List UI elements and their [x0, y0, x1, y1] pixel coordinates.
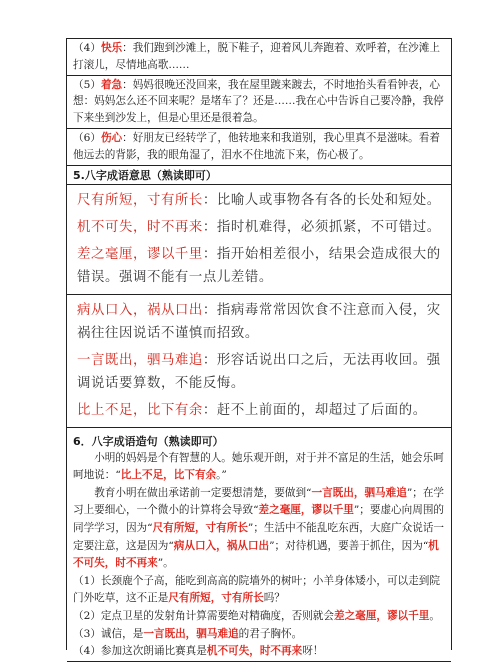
idiom-meaning: ：指病毒常常因饮食不注意而入侵，灾祸往往因说话不谨慎而招致。 — [77, 302, 441, 341]
idiom-meaning: ：比喻人或事物各有各的长处和短处。 — [202, 192, 441, 208]
keyword: 快乐 — [100, 42, 123, 54]
idiom-entry — [77, 189, 441, 212]
idiom: 尺有所短，寸有所长 — [77, 192, 203, 208]
idiom: 一言既出，驷马难追 — [143, 627, 239, 640]
sentence-1 — [73, 573, 445, 608]
idiom: 比上不足，比下有余 — [77, 402, 203, 418]
idiom: 机不可失，时不再来 — [206, 645, 303, 658]
idiom-meaning: ：形容话说出口之后，无法再收回。强调说话要算数，不能反悔。 — [77, 352, 441, 391]
item-number: （6） — [73, 131, 101, 144]
idiom: 机不可失，时不再来 — [73, 539, 439, 570]
sentence-2 — [73, 608, 445, 626]
item-sad — [67, 128, 451, 165]
sentence-3 — [73, 626, 445, 644]
keyword: 伤心 — [100, 131, 123, 144]
idiom: 比上不足，比下有余 — [120, 469, 217, 482]
paragraph-1 — [73, 450, 445, 485]
idiom-entry — [77, 399, 441, 422]
text: （4）参加这次朗诵比赛真是 — [73, 645, 207, 658]
item-text: ：我们跑到沙滩上，脱下鞋子，迎着风儿奔跑着、欢呼着，在沙滩上打滚儿，尽情地高歌…… — [73, 42, 440, 71]
item-number: （5） — [73, 78, 101, 91]
idiom-entry — [77, 299, 441, 345]
idiom: 一言既出，驷马难追 — [77, 352, 203, 368]
text: ”；在学习上要细心，一个微小的计算将会导致“ — [73, 486, 445, 517]
text: 呀！ — [302, 645, 324, 658]
item-number: （4） — [73, 42, 101, 54]
idiom-meaning: ：指开始相差很小，结果会造成很大的错误。强调不能有一点儿差错。 — [77, 246, 441, 285]
idiom: 病从口入，祸从口出 — [173, 539, 270, 552]
idiom: 差之毫厘，谬以千里 — [334, 609, 430, 622]
emotion-examples — [67, 39, 451, 166]
section6-body — [67, 450, 451, 661]
text: 小明的妈妈是个有智慧的人。她乐观开朗，对于并不富足的生活，她会乐呵呵地说：“ — [73, 451, 444, 482]
idiom-meanings-group1 — [67, 185, 451, 295]
text: 。” — [216, 469, 227, 482]
text: ”；对待机遇，要善于抓住，因为“ — [269, 539, 429, 552]
idiom: 病从口入，祸从口出 — [77, 302, 203, 318]
section-title: 5.八字成语意思（熟读即可） — [73, 168, 217, 182]
text: 。 — [429, 609, 440, 622]
section5-title-row — [67, 166, 451, 185]
text: （2）定点卫星的发射角计算需要绝对精确度，否则就会 — [73, 609, 334, 622]
item-anxious — [67, 75, 451, 128]
text: （1）长颈鹿个子高，能吃到高高的院墙外的树叶；小羊身体矮小，可以走到院门外吃草，这不正是 — [73, 574, 440, 605]
idiom-meaning: ：赶不上前面的，却超过了后面的。 — [202, 402, 427, 418]
idiom: 差之毫厘，谬以千里 — [77, 246, 203, 262]
text: 的君子胸怀。 — [238, 627, 303, 640]
text: ”；要虚心向周围的同学学习，因为“ — [73, 504, 445, 534]
text: ”；生活中不能乱吃东西，大庭广众说话一定要注意，这是因为“ — [73, 521, 445, 552]
idiom: 尺有所短，寸有所长 — [152, 521, 248, 534]
idiom-entry — [77, 216, 441, 239]
section6 — [67, 428, 451, 662]
text: （3）诚信，是 — [73, 627, 144, 640]
idiom-meaning: ：指时机难得，必须抓紧，不可错过。 — [202, 219, 441, 235]
idiom-entry — [77, 243, 441, 289]
idiom: 尺有所短，寸有所长 — [168, 592, 264, 605]
text: 教育小明在做出承诺前一定要想清楚，要做到“ — [94, 486, 312, 499]
text: 吗？ — [263, 592, 285, 605]
item-text: ：妈妈很晚还没回来，我在屋里踱来踱去，不时地抬头看看钟表，心想：妈妈怎么还不回来呢？是堵车了？还是……我在心中告诉自己要冷静，我停下来坐到沙发上，但是心里还是很着急。 — [73, 78, 444, 125]
idiom-meanings-group2 — [67, 295, 451, 428]
idiom: 机不可失，时不再来 — [77, 219, 203, 235]
keyword: 着急 — [100, 78, 123, 91]
idiom: 差之毫厘，谬以千里 — [258, 504, 354, 517]
section-title: 6．八字成语造句（熟读即可） — [73, 434, 224, 448]
idiom: 一言既出，驷马难追 — [311, 486, 407, 499]
paragraph-2 — [73, 485, 445, 573]
idiom-entry — [77, 349, 441, 395]
content-table — [66, 38, 452, 658]
sentence-4 — [73, 643, 445, 661]
item-happy — [67, 39, 451, 75]
item-text: ：好朋友已经转学了，他转地来和我道别，我心里真不是滋味。看着他远去的背影，我的眼角湿了，泪水不住地流下来，伤心极了。 — [73, 131, 440, 161]
text: ”。 — [157, 557, 174, 570]
